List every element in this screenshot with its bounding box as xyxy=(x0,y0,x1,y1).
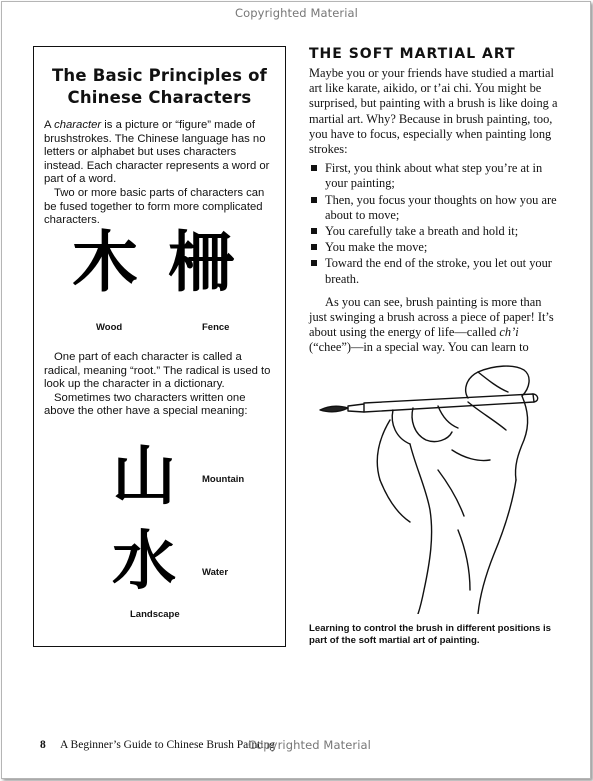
label-mountain: Mountain xyxy=(202,474,245,485)
section-intro: Maybe you or your friends have studied a martial art like karate, aikido, or t’ai chi. You might be surprised, but painting with a brush is like doing a martial art. Why? Because in brush painting, too, you have to focus, especially when painting long strokes: xyxy=(309,66,558,157)
box-paragraph-1: A character is a picture or “figure” made of brushstrokes. The Chinese language has no letters or alphabet but uses characters instead. Each character represents a word or part of a word. xyxy=(44,119,270,186)
book-title: A Beginner’s Guide to Chinese Brush Painting xyxy=(60,739,276,751)
box-title xyxy=(34,65,285,109)
watermark-bottom: Copyrighted Material xyxy=(248,738,371,752)
box-paragraph-4: Sometimes two characters written one above the other have a special meaning: xyxy=(44,391,248,418)
breathing-steps-list xyxy=(309,161,561,287)
list-item: Then, you focus your thoughts on how you are about to move; xyxy=(309,193,561,223)
character-mountain: 山 xyxy=(112,439,176,514)
box-paragraph-2: Two or more basic parts of characters can be fused together to form more complicated characters. xyxy=(44,186,265,227)
watermark-top: Copyrighted Material xyxy=(235,6,358,20)
box-paragraph-3: One part of each character is called a radical, meaning “root.” The radical is used to look up the character in a dictionary. xyxy=(44,351,271,391)
section-heading: THE SOFT MARTIAL ART xyxy=(309,46,516,62)
box-title-line1: The Basic Principles of xyxy=(51,66,268,85)
box-text-intro xyxy=(44,119,276,228)
illustration-caption: Learning to control the brush in different positions is part of the soft martial art of painting. xyxy=(309,623,551,646)
character-wood: 木 xyxy=(72,223,138,301)
list-item: You make the move; xyxy=(309,240,561,255)
page-number: 8 xyxy=(40,739,46,751)
character-fence: 柵 xyxy=(168,223,234,301)
box-text-radical xyxy=(44,351,276,419)
page-footer xyxy=(40,739,275,751)
label-fence: Fence xyxy=(202,322,230,333)
chi-term: ch’i xyxy=(499,325,519,340)
principles-box xyxy=(33,46,286,647)
label-water: Water xyxy=(202,567,229,578)
section-paragraph-2: As you can see, brush painting is more than just swinging a brush across a piece of paper! It’s about using the energy of life—called ch’i (“chee”)—in a special way. You can learn to xyxy=(309,294,554,355)
character-term: character xyxy=(54,119,102,131)
label-wood: Wood xyxy=(96,322,123,333)
label-landscape: Landscape xyxy=(130,609,180,620)
box-title-line2: Chinese Characters xyxy=(67,88,252,107)
character-water: 水 xyxy=(112,524,176,599)
hand-holding-brush-illustration xyxy=(318,350,558,614)
section-body xyxy=(309,66,561,356)
list-item: Toward the end of the stroke, you let out your breath. xyxy=(309,256,561,286)
list-item: You carefully take a breath and hold it; xyxy=(309,224,561,239)
list-item: First, you think about what step you’re at in your painting; xyxy=(309,161,561,191)
